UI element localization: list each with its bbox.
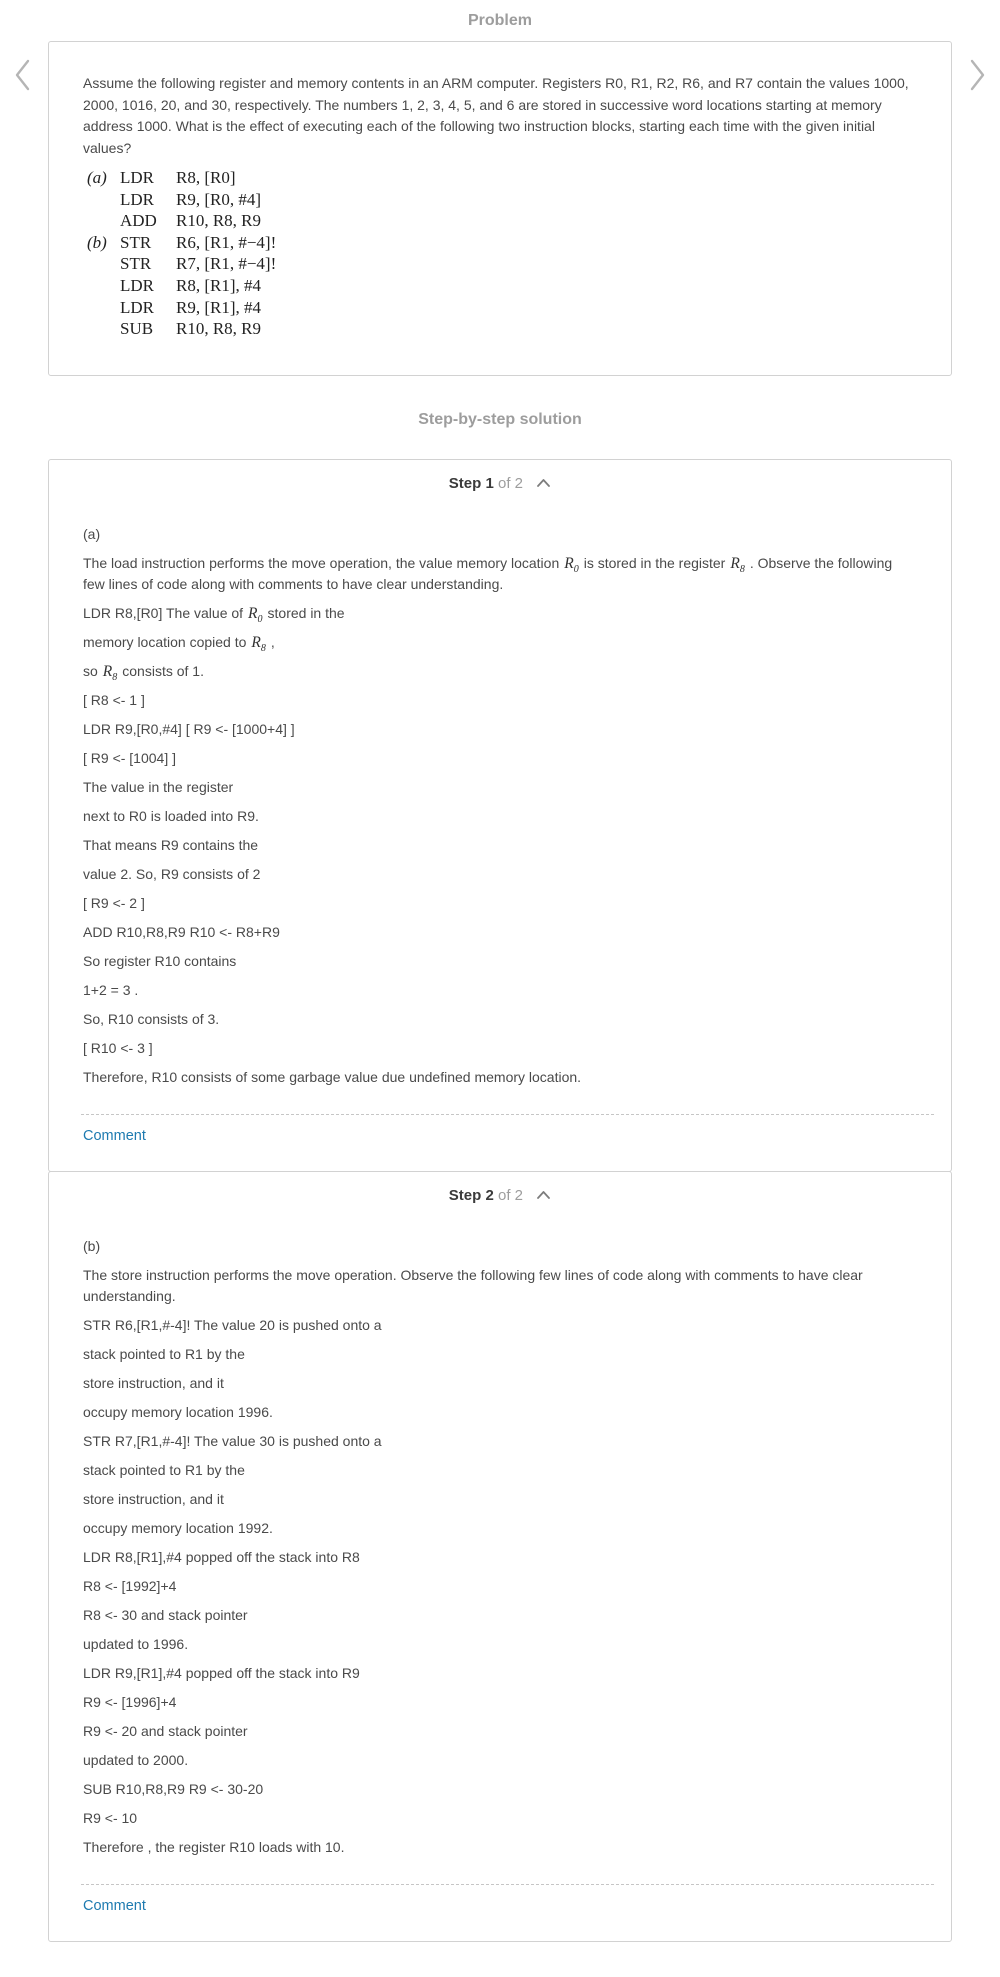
- solution-line: Therefore, R10 consists of some garbage value due undefined memory location.: [83, 1068, 582, 1085]
- code-mn: LDR: [120, 189, 154, 209]
- code-mn: LDR: [120, 297, 154, 317]
- code-ops: R10, R8, R9: [176, 319, 262, 339]
- step-2-title: Step 2: [448, 1186, 494, 1204]
- solution-line: [ R8 <- 1 ]: [83, 691, 145, 708]
- code-ops: R8, [R0]: [176, 168, 236, 187]
- solution-line: The load instruction performs the move operation, the value memory location $R_0$ is stored in the register $R_8$ . Observe the following few lines of code along with comments to have clear understanding.: [83, 554, 893, 592]
- code-label: [87, 318, 120, 340]
- solution-line: STR R6,[R1,#-4]! The value 20 is pushed onto a: [83, 1316, 382, 1333]
- solution-line: [ R9 <- 2 ]: [83, 894, 145, 911]
- collapse-step-icon[interactable]: [536, 1190, 551, 1199]
- math-register: $R_0$: [248, 604, 263, 625]
- solution-line: stack pointed to R1 by the: [83, 1345, 245, 1362]
- code-mn: SUB: [120, 319, 154, 339]
- step-2-header[interactable]: [49, 1172, 951, 1205]
- code-mn: STR: [120, 232, 152, 252]
- solution-line: So, R10 consists of 3.: [83, 1010, 220, 1027]
- solution-line: ADD R10,R8,R9 R10 <- R8+R9: [83, 923, 280, 940]
- step-1-divider: [81, 1114, 934, 1115]
- code-line: [87, 167, 919, 189]
- problem-card: [48, 41, 952, 376]
- next-problem-button[interactable]: [960, 53, 996, 97]
- code-line: [87, 189, 919, 211]
- step-1-header[interactable]: [49, 460, 951, 493]
- code-line: [87, 210, 919, 232]
- solution-line: Therefore , the register R10 loads with 10.: [83, 1838, 345, 1855]
- comment-link[interactable]: Comment: [83, 1897, 146, 1914]
- step-2-card: [48, 1171, 952, 1942]
- solution-line: LDR R8,[R0] The value of $R_0$ stored in the: [83, 604, 345, 625]
- solution-line: STR R7,[R1,#-4]! The value 30 is pushed onto a: [83, 1432, 382, 1449]
- solution-line: R9 <- 10: [83, 1809, 138, 1826]
- code-ops: R6, [R1, #−4]!: [176, 232, 277, 252]
- step-2-body: [49, 1205, 951, 1858]
- code-ops: R7, [R1, #−4]!: [176, 254, 277, 274]
- code-ops: R9, [R1], #4: [176, 297, 261, 317]
- code-label: [87, 210, 120, 232]
- solution-line: R9 <- 20 and stack pointer: [83, 1722, 248, 1739]
- step-2-divider: [81, 1884, 934, 1885]
- step-1-card: [48, 459, 952, 1172]
- solution-line: stack pointed to R1 by the: [83, 1461, 245, 1478]
- solution-line: The store instruction performs the move operation. Observe the following few lines of code along with comments to have clear understanding.: [83, 1266, 863, 1304]
- solution-line: R8 <- [1992]+4: [83, 1577, 177, 1594]
- solution-line: store instruction, and it: [83, 1374, 224, 1391]
- solution-line: (a): [83, 525, 101, 542]
- math-register: $R_8$: [730, 554, 745, 575]
- code-line: [87, 253, 919, 275]
- math-register: $R_0$: [564, 554, 579, 575]
- solution-line: occupy memory location 1996.: [83, 1403, 273, 1420]
- comment-link[interactable]: Comment: [83, 1127, 146, 1144]
- problem-code-block: [87, 167, 919, 340]
- solution-line: So register R10 contains: [83, 952, 237, 969]
- code-label: [87, 275, 120, 297]
- solution-line: next to R0 is loaded into R9.: [83, 807, 259, 824]
- problem-text: Assume the following register and memory contents in an ARM computer. Registers R0, R1, R2, R6, and R7 contain the values 1000, 2000, 1016, 20, and 30, respectively. The numbers 1, 2, 3, 4, 5, and 6 are stored in successive word locations starting at memory address 1000. What is the effect of executing each of the following two instruction blocks, starting each time with the given initial values?: [83, 75, 909, 156]
- problem-section: [0, 41, 1000, 376]
- collapse-step-icon[interactable]: [536, 478, 551, 487]
- solution-line: updated to 1996.: [83, 1635, 189, 1652]
- code-line: [87, 297, 919, 319]
- code-label: [87, 189, 120, 211]
- code-label: [87, 253, 120, 275]
- code-label: [87, 297, 120, 319]
- problem-heading: Problem: [467, 12, 532, 29]
- solution-line: updated to 2000.: [83, 1751, 189, 1768]
- code-line: [87, 275, 919, 297]
- math-register: $R_8$: [251, 633, 266, 654]
- code-label: (a): [87, 168, 107, 187]
- code-mn: LDR: [120, 168, 154, 187]
- code-mn: ADD: [120, 211, 157, 231]
- chevron-left-icon: [11, 57, 33, 93]
- code-line: [87, 318, 919, 340]
- math-register: $R_8$: [102, 662, 118, 683]
- solution-line: [ R9 <- [1004] ]: [83, 749, 176, 766]
- solution-line: R9 <- [1996]+4: [83, 1693, 177, 1710]
- code-label: (b): [87, 232, 107, 252]
- solution-line: (b): [83, 1237, 101, 1254]
- code-mn: LDR: [120, 275, 154, 295]
- chevron-right-icon: [967, 57, 989, 93]
- step-1-body: [49, 493, 951, 1088]
- code-ops: R8, [R1], #4: [176, 275, 261, 295]
- solution-line: [ R10 <- 3 ]: [83, 1039, 153, 1056]
- step-2-count: of 2: [497, 1186, 524, 1204]
- solution-line: 1+2 = 3 .: [83, 981, 139, 998]
- solution-line: store instruction, and it: [83, 1490, 224, 1507]
- solution-line: LDR R9,[R0,#4] [ R9 <- [1000+4] ]: [83, 720, 295, 737]
- solution-line: That means R9 contains the: [83, 836, 259, 853]
- solution-line: LDR R9,[R1],#4 popped off the stack into R9: [83, 1664, 360, 1681]
- solution-line: The value in the register: [83, 778, 234, 795]
- solution-line: LDR R8,[R1],#4 popped off the stack into R8: [83, 1548, 360, 1565]
- solution-line: SUB R10,R8,R9 R9 <- 30-20: [83, 1780, 264, 1797]
- code-ops: R10, R8, R9: [176, 211, 262, 231]
- code-line: [87, 232, 919, 254]
- step-1-count: of 2: [497, 474, 524, 492]
- solution-line: value 2. So, R9 consists of 2: [83, 865, 261, 882]
- solution-line: memory location copied to $R_8$ ,: [83, 633, 275, 654]
- solution-line: R8 <- 30 and stack pointer: [83, 1606, 248, 1623]
- solution-line: so $R_8$ consists of 1.: [83, 662, 204, 683]
- code-mn: STR: [120, 254, 152, 274]
- code-ops: R9, [R0, #4]: [176, 189, 261, 209]
- prev-problem-button[interactable]: [4, 53, 40, 97]
- step-1-title: Step 1: [448, 474, 494, 492]
- solution-heading: Step-by-step solution: [418, 410, 582, 428]
- page-bottom-spacer: [0, 1942, 1000, 1956]
- solution-line: occupy memory location 1992.: [83, 1519, 273, 1536]
